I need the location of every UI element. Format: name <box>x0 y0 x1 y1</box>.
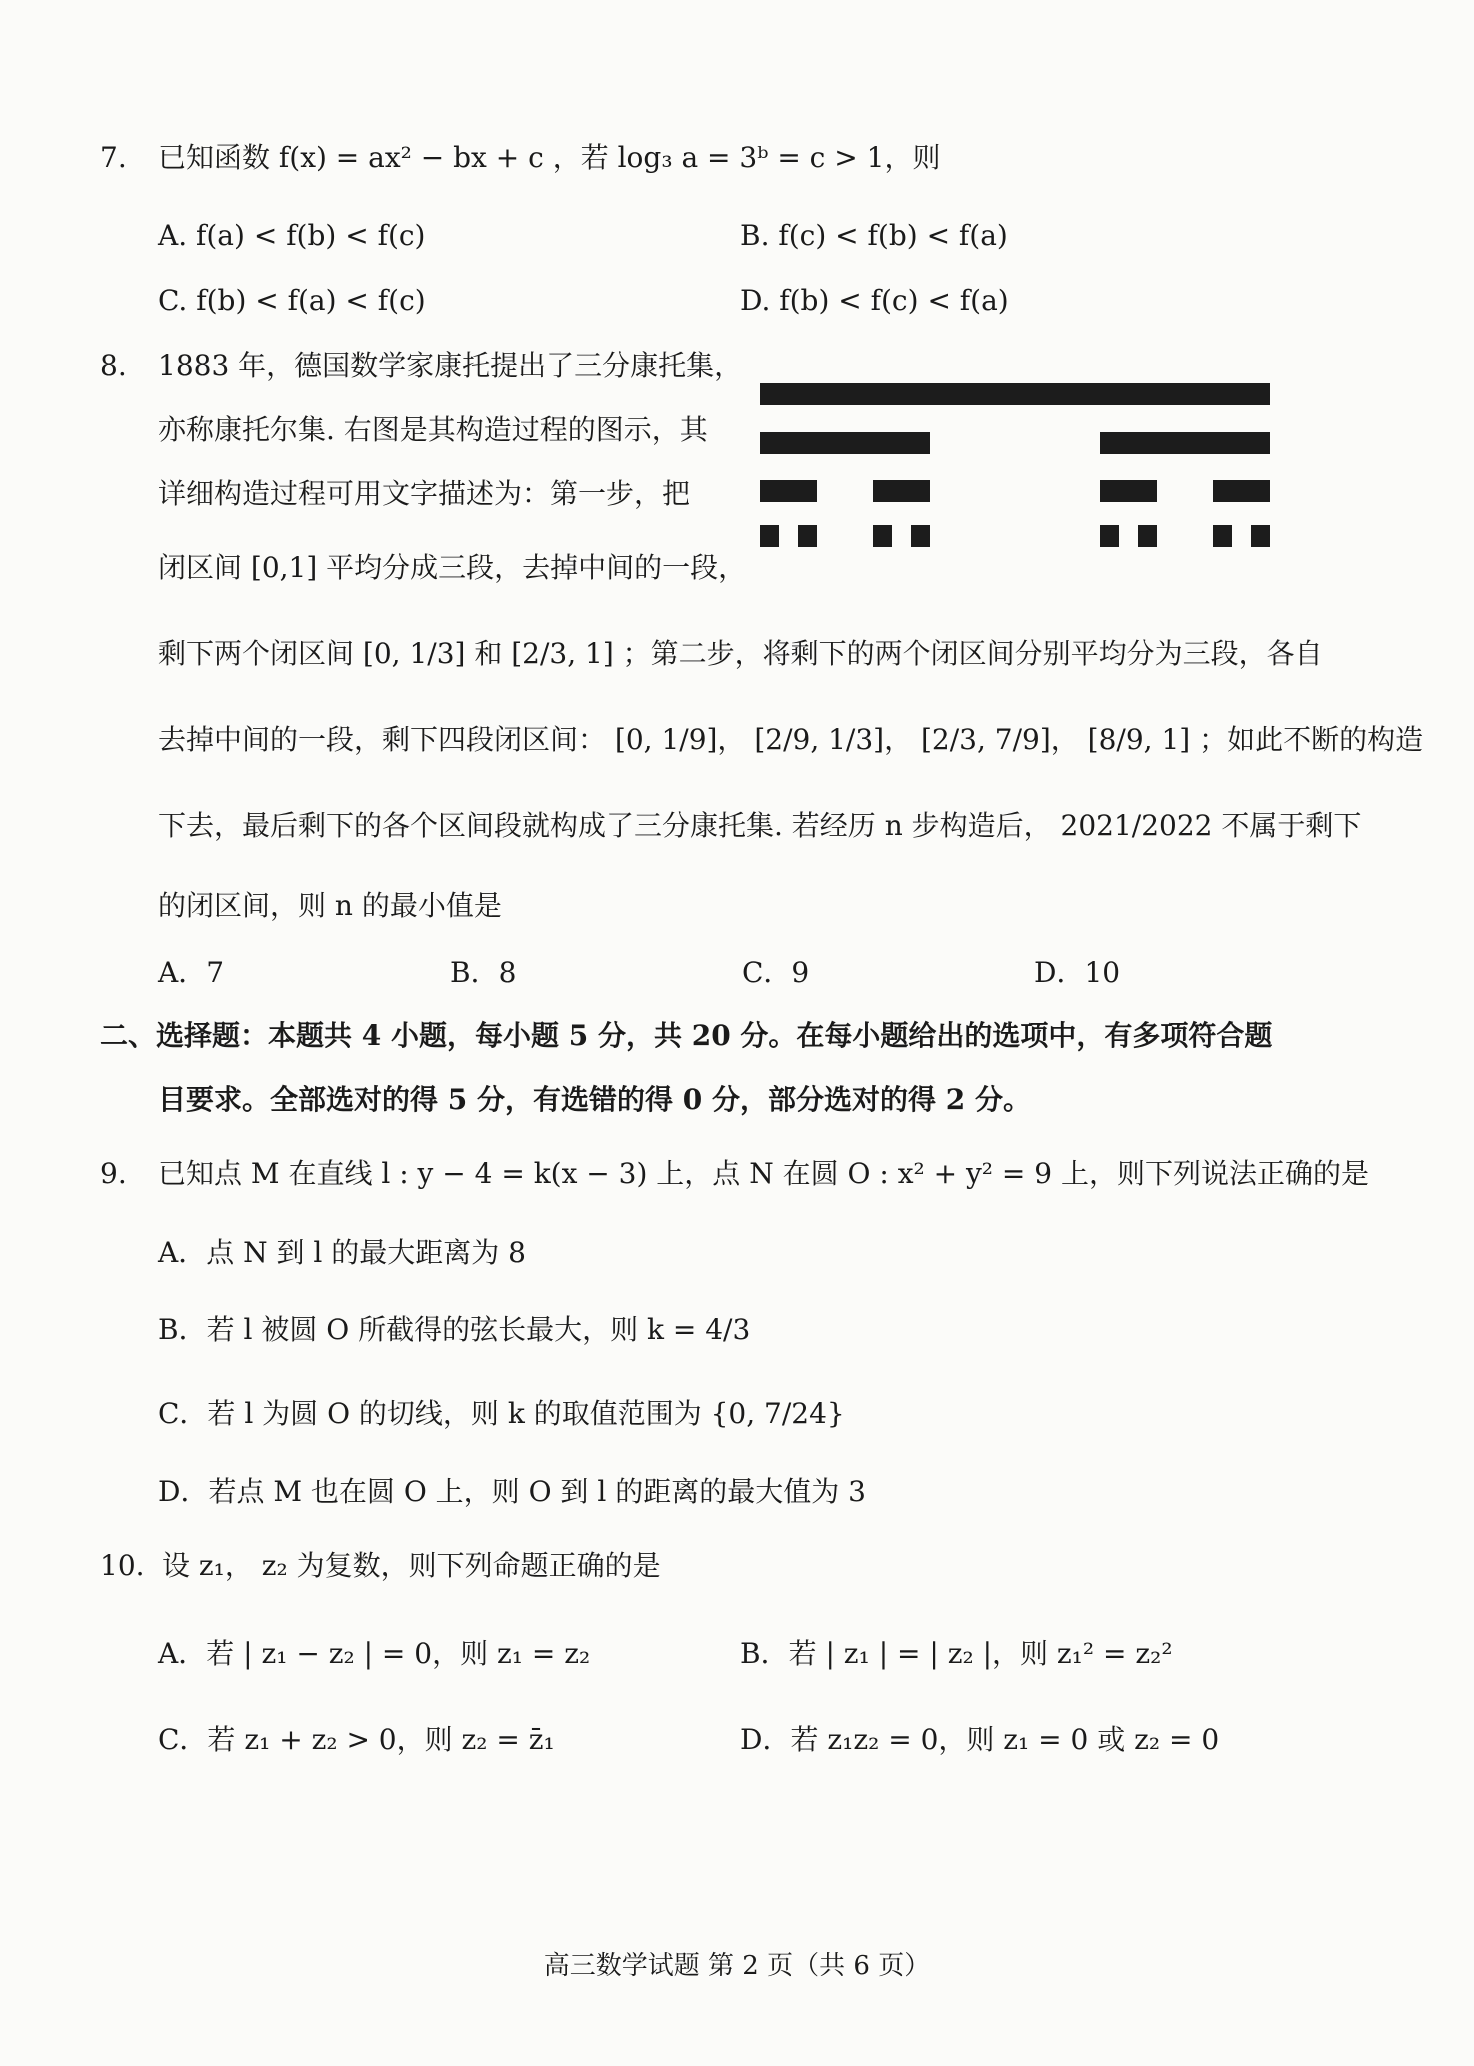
cantor-step-3-seg-2 <box>798 525 817 547</box>
section-2-heading: 二、选择题：本题共 4 小题，每小题 5 分，共 20 分。在每小题给出的选项中，有多项符合题 <box>100 1019 1273 1052</box>
q9-number: 9. <box>100 1157 127 1190</box>
q9-option-d: D．若点 M 也在圆 O 上，则 O 到 l 的距离的最大值为 3 <box>158 1475 866 1508</box>
q8-option-d: D．10 <box>1034 956 1121 989</box>
q10-stem: 设 z₁， z₂ 为复数，则下列命题正确的是 <box>162 1549 661 1582</box>
cantor-step-2-seg-2 <box>873 480 930 502</box>
q10-option-a: A．若 | z₁ − z₂ | = 0，则 z₁ = z₂ <box>158 1637 591 1670</box>
page-footer: 高三数学试题 第 2 页（共 6 页） <box>543 1951 931 1981</box>
q8-number: 8. <box>100 349 127 382</box>
cantor-step-3-seg-7 <box>1213 525 1232 547</box>
cantor-step-3-seg-6 <box>1138 525 1157 547</box>
q10-option-d: D．若 z₁z₂ = 0，则 z₁ = 0 或 z₂ = 0 <box>740 1723 1220 1756</box>
q7-number: 7. <box>100 141 127 174</box>
cantor-set-diagram <box>760 380 1280 550</box>
q9-option-b: B．若 l 被圆 O 所截得的弦长最大，则 k = 4/3 <box>158 1313 751 1346</box>
q10-number: 10. <box>100 1549 145 1582</box>
cantor-step-2-seg-1 <box>760 480 817 502</box>
q8-line-8: 的闭区间，则 n 的最小值是 <box>158 889 502 922</box>
cantor-step-3-seg-8 <box>1251 525 1270 547</box>
cantor-step-0 <box>760 383 1270 405</box>
q10-option-c: C．若 z₁ + z₂ > 0，则 z₂ = z̄₁ <box>158 1723 555 1756</box>
section-2-instructions: 目要求。全部选对的得 5 分，有选错的得 0 分，部分选对的得 2 分。 <box>158 1083 1031 1116</box>
q10-option-b: B．若 | z₁ | = | z₂ |，则 z₁² = z₂² <box>740 1637 1173 1670</box>
q7-option-d: D. f(b) < f(c) < f(a) <box>740 284 1009 317</box>
q8-line-7: 下去，最后剩下的各个区间段就构成了三分康托集. 若经历 n 步构造后， 2021/2022 不属于剩下 <box>158 809 1362 842</box>
q8-option-c: C．9 <box>742 956 810 989</box>
q8-option-b: B．8 <box>450 956 517 989</box>
q8-line-3: 详细构造过程可用文字描述为：第一步，把 <box>158 477 691 510</box>
cantor-step-1-right <box>1100 432 1270 454</box>
cantor-step-2-seg-3 <box>1100 480 1157 502</box>
q8-line-2: 亦称康托尔集. 右图是其构造过程的图示，其 <box>158 413 708 446</box>
cantor-step-3-seg-3 <box>873 525 892 547</box>
q8-option-a: A．7 <box>158 956 225 989</box>
q7-option-c: C. f(b) < f(a) < f(c) <box>158 284 426 317</box>
q9-stem: 已知点 M 在直线 l : y − 4 = k(x − 3) 上，点 N 在圆 O : x² + y² = 9 上，则下列说法正确的是 <box>158 1157 1369 1190</box>
cantor-step-3-seg-5 <box>1100 525 1119 547</box>
q7-option-a: A. f(a) < f(b) < f(c) <box>158 219 426 252</box>
q9-option-a: A．点 N 到 l 的最大距离为 8 <box>158 1236 526 1269</box>
cantor-step-3-seg-4 <box>911 525 930 547</box>
cantor-step-3-seg-1 <box>760 525 779 547</box>
q9-option-c: C．若 l 为圆 O 的切线，则 k 的取值范围为 {0, 7/24} <box>158 1397 845 1430</box>
q8-line-4: 闭区间 [0,1] 平均分成三段，去掉中间的一段， <box>158 551 747 584</box>
q7-stem: 已知函数 f(x) = ax² − bx + c ，若 log₃ a = 3ᵇ = c > 1，则 <box>158 141 941 174</box>
q8-line-5: 剩下两个闭区间 [0, 1/3] 和 [2/3, 1] ；第二步，将剩下的两个闭区间分别平均分为三段，各自 <box>158 637 1323 670</box>
q8-line-1: 1883 年，德国数学家康托提出了三分康托集， <box>158 349 743 382</box>
cantor-step-2-seg-4 <box>1213 480 1270 502</box>
cantor-step-1-left <box>760 432 930 454</box>
q7-option-b: B. f(c) < f(b) < f(a) <box>740 219 1008 252</box>
q8-line-6: 去掉中间的一段，剩下四段闭区间： [0, 1/9]， [2/9, 1/3]， [2/3, 7/9]， [8/9, 1] ；如此不断的构造 <box>158 723 1424 756</box>
